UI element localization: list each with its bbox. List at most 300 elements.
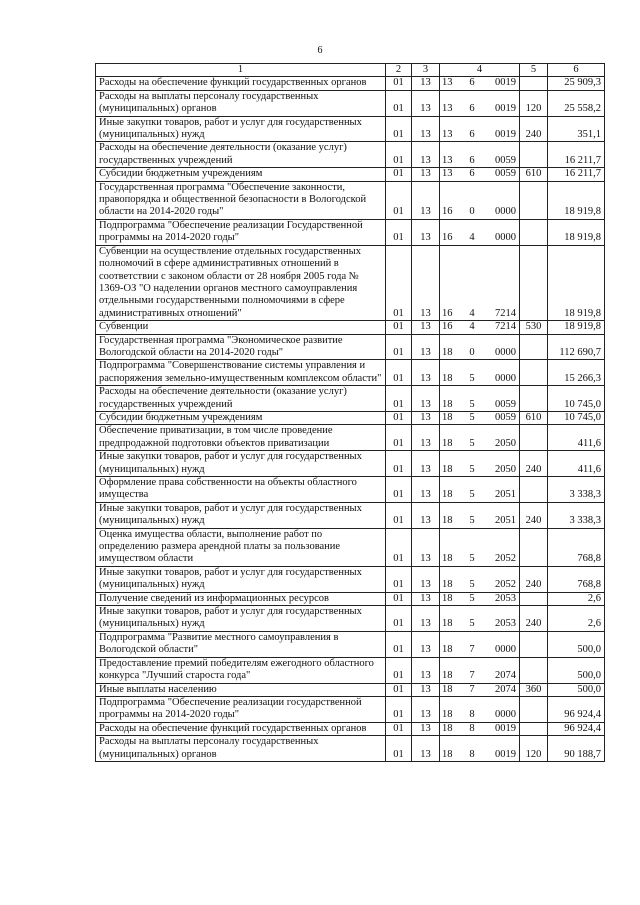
row-article <box>440 411 520 424</box>
row-article <box>440 116 520 142</box>
article-code-part: 5 <box>469 618 475 630</box>
row-expense-type <box>520 657 548 683</box>
table-row <box>96 502 605 528</box>
row-amount: 351,1 <box>548 116 605 142</box>
row-name: Расходы на выплаты персоналу государственных (муниципальных) органов <box>96 90 386 116</box>
row-expense-type <box>520 360 548 386</box>
row-article <box>440 181 520 219</box>
article-code-part: 13 <box>442 154 453 166</box>
article-code-part: 18 <box>442 463 453 475</box>
row-name: Оформление права собственности на объекты областного имущества <box>96 477 386 503</box>
article-code-part: 8 <box>469 722 475 734</box>
row-amount: 768,8 <box>548 566 605 592</box>
article-code-part: 0059 <box>495 154 516 166</box>
row-amount: 90 188,7 <box>548 736 605 762</box>
row-expense-type <box>520 219 548 245</box>
table-row <box>96 360 605 386</box>
row-expense-type: 240 <box>520 606 548 632</box>
article-code-part: 0019 <box>495 103 516 115</box>
article-code <box>442 749 516 761</box>
row-subsection: 13 <box>412 360 440 386</box>
article-code <box>442 168 516 180</box>
row-subsection: 13 <box>412 181 440 219</box>
article-code-part: 5 <box>469 592 475 604</box>
row-amount: 10 745,0 <box>548 386 605 412</box>
row-name: Субвенции <box>96 321 386 334</box>
article-code <box>442 579 516 591</box>
table-header-row <box>96 64 605 77</box>
article-code <box>442 373 516 385</box>
table-row <box>96 425 605 451</box>
row-subsection: 13 <box>412 451 440 477</box>
article-code-part: 0000 <box>495 709 516 721</box>
row-amount: 18 919,8 <box>548 321 605 334</box>
row-subsection: 13 <box>412 722 440 735</box>
row-name: Субсидии бюджетным учреждениям <box>96 168 386 181</box>
row-subsection: 13 <box>412 683 440 696</box>
row-subsection: 13 <box>412 142 440 168</box>
row-section: 01 <box>386 657 412 683</box>
row-section: 01 <box>386 411 412 424</box>
table-row <box>96 90 605 116</box>
article-code-part: 2052 <box>495 553 516 565</box>
row-amount: 500,0 <box>548 683 605 696</box>
row-amount: 3 338,3 <box>548 502 605 528</box>
row-subsection: 13 <box>412 566 440 592</box>
article-code <box>442 399 516 411</box>
article-code <box>442 644 516 656</box>
article-code <box>442 553 516 565</box>
row-expense-type <box>520 77 548 90</box>
article-code-part: 13 <box>442 129 453 141</box>
article-code <box>442 670 516 682</box>
row-section: 01 <box>386 245 412 320</box>
row-section: 01 <box>386 592 412 605</box>
row-amount: 2,6 <box>548 592 605 605</box>
row-article <box>440 360 520 386</box>
article-code-part: 2051 <box>495 515 516 527</box>
row-section: 01 <box>386 696 412 722</box>
row-amount: 2,6 <box>548 606 605 632</box>
article-code-part: 16 <box>442 307 453 319</box>
row-expense-type: 530 <box>520 321 548 334</box>
row-subsection: 13 <box>412 411 440 424</box>
row-subsection: 13 <box>412 477 440 503</box>
row-amount: 96 924,4 <box>548 722 605 735</box>
article-code-part: 5 <box>469 411 475 423</box>
row-name: Иные закупки товаров, работ и услуг для государственных (муниципальных) нужд <box>96 606 386 632</box>
row-article <box>440 592 520 605</box>
row-name: Подпрограмма "Обеспечение реализации государственной программы на 2014-2020 годы" <box>96 696 386 722</box>
row-subsection: 13 <box>412 592 440 605</box>
row-article <box>440 425 520 451</box>
row-expense-type: 240 <box>520 451 548 477</box>
row-name: Расходы на обеспечение функций государственных органов <box>96 722 386 735</box>
article-code-part: 2053 <box>495 618 516 630</box>
article-code <box>442 464 516 476</box>
article-code <box>442 103 516 115</box>
column-header: 3 <box>412 64 440 77</box>
article-code <box>442 77 516 89</box>
row-expense-type <box>520 334 548 360</box>
article-code <box>442 206 516 218</box>
row-article <box>440 528 520 566</box>
column-header: 1 <box>96 64 386 77</box>
row-article <box>440 606 520 632</box>
row-section: 01 <box>386 168 412 181</box>
article-code <box>442 321 516 333</box>
column-header: 2 <box>386 64 412 77</box>
row-expense-type: 120 <box>520 90 548 116</box>
article-code-part: 0 <box>469 206 475 218</box>
column-header: 4 <box>440 64 520 77</box>
row-article <box>440 451 520 477</box>
row-amount: 18 919,8 <box>548 245 605 320</box>
article-code-part: 5 <box>469 553 475 565</box>
row-article <box>440 386 520 412</box>
row-section: 01 <box>386 181 412 219</box>
row-expense-type <box>520 528 548 566</box>
row-article <box>440 219 520 245</box>
row-amount: 10 745,0 <box>548 411 605 424</box>
article-code-part: 18 <box>442 437 453 449</box>
article-code-part: 0019 <box>495 722 516 734</box>
row-article <box>440 77 520 90</box>
article-code-part: 0019 <box>495 77 516 89</box>
row-expense-type: 240 <box>520 566 548 592</box>
article-code-part: 16 <box>442 232 453 244</box>
row-article <box>440 683 520 696</box>
article-code <box>442 618 516 630</box>
article-code <box>442 684 516 696</box>
article-code-part: 7 <box>469 670 475 682</box>
article-code-part: 5 <box>469 398 475 410</box>
row-amount: 25 909,3 <box>548 77 605 90</box>
article-code-part: 18 <box>442 644 453 656</box>
article-code-part: 18 <box>442 748 453 760</box>
article-code-part: 7 <box>469 644 475 656</box>
row-article <box>440 722 520 735</box>
article-code-part: 6 <box>469 129 475 141</box>
row-article <box>440 657 520 683</box>
article-code <box>442 129 516 141</box>
article-code <box>442 347 516 359</box>
row-article <box>440 90 520 116</box>
row-amount: 112 690,7 <box>548 334 605 360</box>
article-code-part: 13 <box>442 168 453 180</box>
article-code-part: 16 <box>442 321 453 333</box>
row-expense-type: 360 <box>520 683 548 696</box>
article-code-part: 7 <box>469 683 475 695</box>
row-name: Расходы на обеспечение функций государственных органов <box>96 77 386 90</box>
column-header: 5 <box>520 64 548 77</box>
row-section: 01 <box>386 90 412 116</box>
row-name: Иные выплаты населению <box>96 683 386 696</box>
row-amount: 18 919,8 <box>548 181 605 219</box>
row-expense-type <box>520 631 548 657</box>
row-expense-type <box>520 592 548 605</box>
row-subsection: 13 <box>412 116 440 142</box>
article-code-part: 18 <box>442 515 453 527</box>
article-code-part: 2051 <box>495 489 516 501</box>
table-row <box>96 592 605 605</box>
budget-table <box>95 63 605 762</box>
row-subsection: 13 <box>412 502 440 528</box>
row-amount: 411,6 <box>548 425 605 451</box>
row-expense-type <box>520 477 548 503</box>
article-code <box>442 489 516 501</box>
row-amount: 768,8 <box>548 528 605 566</box>
article-code-part: 0000 <box>495 232 516 244</box>
article-code-part: 0000 <box>495 206 516 218</box>
article-code-part: 4 <box>469 232 475 244</box>
row-article <box>440 502 520 528</box>
table-row <box>96 334 605 360</box>
table-row <box>96 142 605 168</box>
article-code-part: 2052 <box>495 579 516 591</box>
table-row <box>96 477 605 503</box>
table-row <box>96 321 605 334</box>
row-name: Иные закупки товаров, работ и услуг для государственных (муниципальных) нужд <box>96 502 386 528</box>
row-name: Расходы на обеспечение деятельности (оказание услуг) государственных учреждений <box>96 386 386 412</box>
article-code-part: 6 <box>469 168 475 180</box>
row-name: Получение сведений из информационных ресурсов <box>96 592 386 605</box>
row-name: Иные закупки товаров, работ и услуг для государственных (муниципальных) нужд <box>96 451 386 477</box>
row-expense-type <box>520 696 548 722</box>
article-code-part: 16 <box>442 206 453 218</box>
article-code-part: 5 <box>469 579 475 591</box>
article-code-part: 2074 <box>495 670 516 682</box>
row-subsection: 13 <box>412 606 440 632</box>
row-name: Подпрограмма "Развитие местного самоуправления в Вологодской области" <box>96 631 386 657</box>
row-section: 01 <box>386 606 412 632</box>
row-amount: 3 338,3 <box>548 477 605 503</box>
row-section: 01 <box>386 77 412 90</box>
row-subsection: 13 <box>412 657 440 683</box>
row-subsection: 13 <box>412 736 440 762</box>
article-code-part: 5 <box>469 437 475 449</box>
row-expense-type <box>520 386 548 412</box>
article-code-part: 0000 <box>495 644 516 656</box>
table-row <box>96 181 605 219</box>
row-amount: 500,0 <box>548 657 605 683</box>
row-name: Подпрограмма "Обеспечение реализации Государственной программы на 2014-2020 годы" <box>96 219 386 245</box>
row-expense-type: 120 <box>520 736 548 762</box>
row-subsection: 13 <box>412 334 440 360</box>
article-code-part: 4 <box>469 307 475 319</box>
row-section: 01 <box>386 502 412 528</box>
column-header: 6 <box>548 64 605 77</box>
article-code-part: 0059 <box>495 168 516 180</box>
article-code-part: 2074 <box>495 683 516 695</box>
row-name: Обеспечение приватизации, в том числе проведение предпродажной подготовки объектов приватизации <box>96 425 386 451</box>
row-section: 01 <box>386 142 412 168</box>
row-amount: 18 919,8 <box>548 219 605 245</box>
table-row <box>96 386 605 412</box>
row-amount: 25 558,2 <box>548 90 605 116</box>
article-code-part: 13 <box>442 103 453 115</box>
table-row <box>96 168 605 181</box>
article-code <box>442 709 516 721</box>
row-section: 01 <box>386 334 412 360</box>
article-code-part: 18 <box>442 592 453 604</box>
row-article <box>440 245 520 320</box>
table-row <box>96 736 605 762</box>
row-expense-type: 610 <box>520 411 548 424</box>
row-subsection: 13 <box>412 425 440 451</box>
row-subsection: 13 <box>412 631 440 657</box>
article-code-part: 8 <box>469 709 475 721</box>
article-code-part: 0000 <box>495 346 516 358</box>
article-code <box>442 155 516 167</box>
row-section: 01 <box>386 736 412 762</box>
article-code-part: 5 <box>469 463 475 475</box>
row-expense-type: 240 <box>520 502 548 528</box>
row-article <box>440 334 520 360</box>
article-code-part: 18 <box>442 722 453 734</box>
table-row <box>96 411 605 424</box>
row-article <box>440 566 520 592</box>
row-name: Расходы на обеспечение деятельности (оказание услуг) государственных учреждений <box>96 142 386 168</box>
row-article <box>440 477 520 503</box>
row-name: Иные закупки товаров, работ и услуг для государственных (муниципальных) нужд <box>96 116 386 142</box>
row-expense-type: 610 <box>520 168 548 181</box>
article-code-part: 18 <box>442 670 453 682</box>
article-code-part: 5 <box>469 489 475 501</box>
row-amount: 96 924,4 <box>548 696 605 722</box>
row-amount: 500,0 <box>548 631 605 657</box>
row-article <box>440 736 520 762</box>
row-subsection: 13 <box>412 528 440 566</box>
row-article <box>440 321 520 334</box>
row-expense-type <box>520 181 548 219</box>
row-subsection: 13 <box>412 90 440 116</box>
table-row <box>96 657 605 683</box>
table-row <box>96 77 605 90</box>
article-code-part: 0 <box>469 346 475 358</box>
article-code-part: 18 <box>442 683 453 695</box>
article-code-part: 18 <box>442 553 453 565</box>
row-section: 01 <box>386 477 412 503</box>
row-name: Предоставление премий победителям ежегодного областного конкурса "Лучший староста года" <box>96 657 386 683</box>
article-code-part: 18 <box>442 618 453 630</box>
row-name: Подпрограмма "Совершенствование системы управления и распоряжения земельно-имущественным комплексом области" <box>96 360 386 386</box>
row-section: 01 <box>386 219 412 245</box>
row-section: 01 <box>386 321 412 334</box>
table-row <box>96 451 605 477</box>
article-code-part: 2050 <box>495 463 516 475</box>
table-row <box>96 245 605 320</box>
article-code-part: 8 <box>469 748 475 760</box>
row-subsection: 13 <box>412 696 440 722</box>
row-section: 01 <box>386 425 412 451</box>
row-expense-type <box>520 245 548 320</box>
page-number: 6 <box>317 45 323 56</box>
article-code-part: 0019 <box>495 129 516 141</box>
article-code-part: 0019 <box>495 748 516 760</box>
article-code-part: 4 <box>469 321 475 333</box>
table-row <box>96 683 605 696</box>
row-subsection: 13 <box>412 219 440 245</box>
article-code-part: 6 <box>469 103 475 115</box>
row-expense-type <box>520 722 548 735</box>
article-code-part: 13 <box>442 77 453 89</box>
row-section: 01 <box>386 722 412 735</box>
row-section: 01 <box>386 683 412 696</box>
row-article <box>440 142 520 168</box>
row-amount: 16 211,7 <box>548 142 605 168</box>
row-section: 01 <box>386 360 412 386</box>
article-code <box>442 232 516 244</box>
article-code-part: 2050 <box>495 437 516 449</box>
row-subsection: 13 <box>412 321 440 334</box>
article-code-part: 0000 <box>495 372 516 384</box>
row-section: 01 <box>386 528 412 566</box>
table-row <box>96 116 605 142</box>
article-code-part: 18 <box>442 709 453 721</box>
article-code-part: 7214 <box>495 321 516 333</box>
row-name: Расходы на выплаты персоналу государственных (муниципальных) органов <box>96 736 386 762</box>
row-article <box>440 631 520 657</box>
article-code-part: 18 <box>442 372 453 384</box>
article-code <box>442 412 516 424</box>
row-name: Субсидии бюджетным учреждениям <box>96 411 386 424</box>
article-code-part: 0059 <box>495 398 516 410</box>
table-row <box>96 696 605 722</box>
article-code-part: 7214 <box>495 307 516 319</box>
article-code <box>442 515 516 527</box>
row-section: 01 <box>386 631 412 657</box>
row-article <box>440 168 520 181</box>
row-amount: 411,6 <box>548 451 605 477</box>
article-code <box>442 438 516 450</box>
article-code-part: 5 <box>469 372 475 384</box>
article-code-part: 18 <box>442 489 453 501</box>
row-section: 01 <box>386 451 412 477</box>
row-subsection: 13 <box>412 386 440 412</box>
article-code-part: 6 <box>469 77 475 89</box>
row-section: 01 <box>386 116 412 142</box>
row-subsection: 13 <box>412 245 440 320</box>
table-row <box>96 606 605 632</box>
table-row <box>96 528 605 566</box>
row-expense-type <box>520 425 548 451</box>
table-row <box>96 631 605 657</box>
row-section: 01 <box>386 386 412 412</box>
row-subsection: 13 <box>412 168 440 181</box>
article-code-part: 0059 <box>495 411 516 423</box>
article-code <box>442 723 516 735</box>
row-name: Государственная программа "Обеспечение законности, правопорядка и общественной безопасности в Вологодской области на 2014-2020 годы" <box>96 181 386 219</box>
table-row <box>96 566 605 592</box>
article-code <box>442 593 516 605</box>
row-name: Государственная программа "Экономическое развитие Вологодской области на 2014-2020 годы" <box>96 334 386 360</box>
article-code-part: 18 <box>442 346 453 358</box>
row-name: Оценка имущества области, выполнение работ по определению размера арендной платы за пользование имуществом области <box>96 528 386 566</box>
article-code-part: 18 <box>442 398 453 410</box>
article-code-part: 6 <box>469 154 475 166</box>
row-name: Субвенции на осуществление отдельных государственных полномочий в сфере административных отношений в соответствии с законом области от 28 ноября 2005 года № 1369-ОЗ "О наделении органов местного самоуправления отдельными государственными полномочиями в сфере административных отношений" <box>96 245 386 320</box>
row-amount: 16 211,7 <box>548 168 605 181</box>
row-name: Иные закупки товаров, работ и услуг для государственных (муниципальных) нужд <box>96 566 386 592</box>
row-article <box>440 696 520 722</box>
article-code-part: 5 <box>469 515 475 527</box>
table-row <box>96 219 605 245</box>
row-expense-type <box>520 142 548 168</box>
row-subsection: 13 <box>412 77 440 90</box>
table-row <box>96 722 605 735</box>
budget-table-body <box>96 64 605 762</box>
